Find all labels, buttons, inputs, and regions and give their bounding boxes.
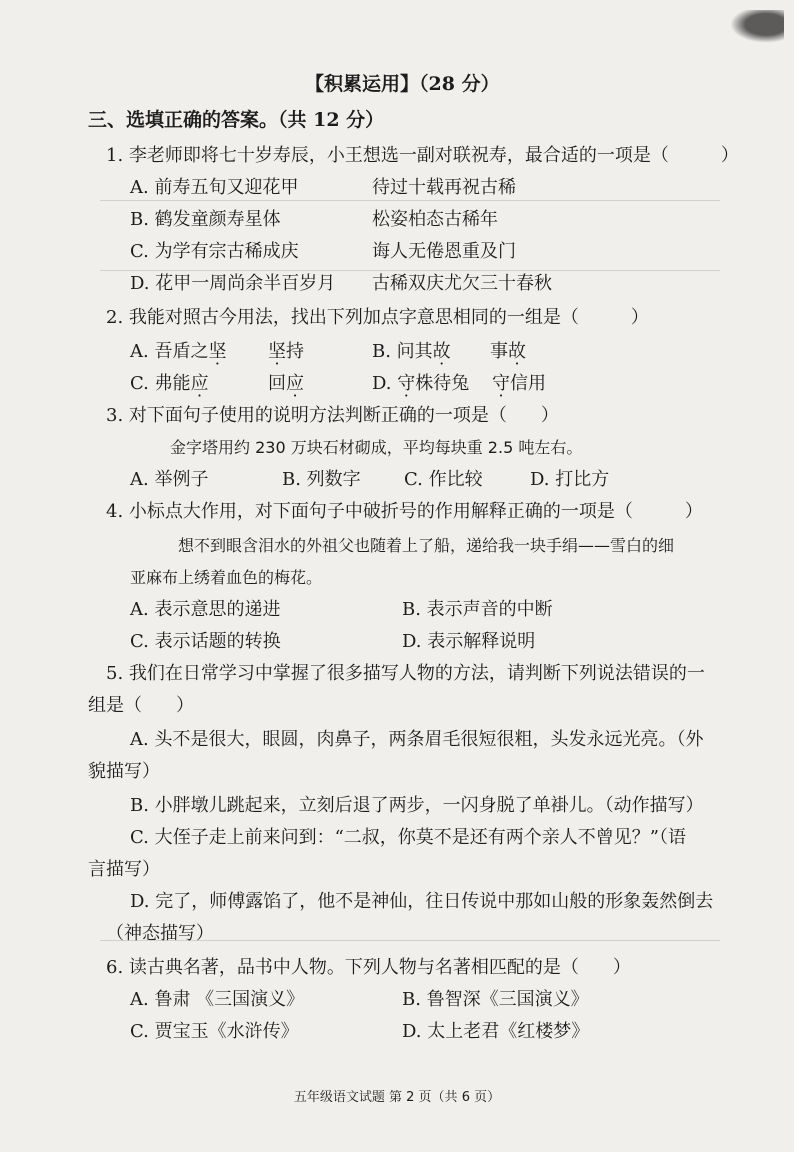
- q6-close-paren: ）: [612, 957, 631, 978]
- q4-close-paren: ）: [684, 501, 703, 522]
- q2-option-a-right: [268, 340, 304, 364]
- q1-option-b: B. 鹤发童颜寿星体: [130, 209, 281, 230]
- bleed-rule: [100, 270, 720, 271]
- q1-option-c: C. 为学有宗古稀成庆: [130, 241, 299, 262]
- q3-option-d: D. 打比方: [530, 469, 610, 490]
- q2-b-dotted-2: 故: [508, 341, 526, 362]
- q2-d-dotted: 守: [397, 373, 416, 394]
- q6-option-a: A. 鲁肃 《三国演义》: [130, 989, 305, 1010]
- q5-stem-text: 组是（: [88, 695, 142, 716]
- q1-option-a: A. 前寿五旬又迎花甲: [130, 177, 299, 198]
- q4-option-b: B. 表示声音的中断: [402, 599, 553, 620]
- q1-option-c-right: 诲人无倦恩重及门: [372, 241, 516, 262]
- q5-option-a-line-1: A. 头不是很大，眼圆，肉鼻子，两条眉毛很短很粗，头发永远光亮。（外: [130, 729, 704, 750]
- q1-option-a-right: 待过十载再祝古稀: [372, 177, 516, 198]
- q2-option-b-right: [490, 340, 526, 364]
- q1-option-b-right: 松姿柏态古稀年: [372, 209, 498, 230]
- page-footer: 五年级语文试题 第 2 页（共 6 页）: [293, 1090, 501, 1105]
- q1-stem-text: 1. 李老师即将七十岁寿辰，小王想选一副对联祝寿，最合适的一项是（: [106, 145, 669, 166]
- q2-option-d: [372, 372, 469, 396]
- q3-quote: 金字塔用约 230 万块石材砌成，平均每块重 2.5 吨左右。: [170, 438, 583, 457]
- q4-stem-text: 4. 小标点大作用，对下面句子中破折号的作用解释正确的一项是（: [106, 501, 633, 522]
- q3-option-a: A. 举例子: [130, 469, 209, 490]
- q2-c-dotted-2: 应: [286, 373, 304, 394]
- q4-option-d: D. 表示解释说明: [402, 631, 536, 652]
- q2-c-left: C. 弗能: [130, 373, 191, 394]
- q4-stem: [106, 500, 703, 524]
- scan-smudge: [724, 10, 784, 46]
- q6-option-b: B. 鲁智深《三国演义》: [402, 989, 589, 1010]
- q3-option-c: C. 作比较: [404, 469, 483, 490]
- q2-stem-text: 2. 我能对照古今用法，找出下列加点字意思相同的一组是（: [106, 307, 579, 328]
- q5-option-d-line-2: （神态描写）: [106, 923, 214, 944]
- q4-option-c: C. 表示话题的转换: [130, 631, 281, 652]
- q6-option-c: C. 贾宝玉《水浒传》: [130, 1021, 299, 1042]
- q3-close-paren: ）: [540, 405, 559, 426]
- q3-option-b: B. 列数字: [282, 469, 361, 490]
- q2-close-paren: ）: [630, 307, 649, 328]
- q3-stem-text: 3. 对下面句子使用的说明方法判断正确的一项是（: [106, 405, 507, 426]
- q5-option-c-line-2: 言描写）: [88, 859, 160, 880]
- q2-a-left: A. 吾盾之: [130, 341, 209, 362]
- q2-option-d-right: [492, 372, 546, 396]
- q1-stem: [106, 144, 739, 168]
- q5-option-c-line-1: C. 大侄子走上前来问到：“二叔，你莫不是还有两个亲人不曾见？”（语: [130, 827, 686, 848]
- q2-option-a: [130, 340, 226, 364]
- q1-option-d-right: 古稀双庆尤欠三十春秋: [372, 273, 552, 294]
- q3-stem: [106, 404, 559, 428]
- q2-a-dotted: 坚: [208, 341, 227, 362]
- q6-stem-text: 6. 读古典名著，品书中人物。下列人物与名著相匹配的是（: [106, 957, 579, 978]
- section-heading: [305, 72, 500, 96]
- q2-d-right: 信用: [510, 373, 546, 394]
- q4-quote-line-1: 想不到眼含泪水的外祖父也随着上了船，递给我一块手绢——雪白的细: [178, 536, 675, 555]
- q5-stem-line-1: 5. 我们在日常学习中掌握了很多描写人物的方法，请判断下列说法错误的一: [106, 663, 705, 684]
- q5-close-paren: ）: [176, 695, 194, 716]
- q2-d-left: 株待兔: [415, 373, 470, 394]
- q2-a-dotted-2: 坚: [268, 341, 286, 362]
- q2-option-c-right: [268, 372, 304, 396]
- q2-option-b: [372, 340, 451, 364]
- q5-option-a-line-2: 貌描写）: [88, 761, 160, 782]
- q2-d-dotted-2: 守: [492, 373, 510, 394]
- q4-option-a: A. 表示意思的递进: [130, 599, 281, 620]
- part-three-title: 三、选填正确的答案。（共 12 分）: [88, 109, 385, 131]
- q5-stem-line-2: [88, 694, 194, 718]
- q5-option-d-line-1: D. 完了，师傅露馅了，他不是神仙，往日传说中那如山般的形象轰然倒去: [130, 891, 714, 912]
- q5-option-b: B. 小胖墩儿跳起来，立刻后退了两步，一闪身脱了单褂儿。（动作描写）: [130, 795, 704, 816]
- q2-b-dotted: 故: [432, 341, 451, 362]
- q6-option-d: D. 太上老君《红楼梦》: [402, 1021, 590, 1042]
- bleed-rule: [100, 200, 720, 201]
- q2-option-c: [130, 372, 209, 396]
- q2-c-dotted: 应: [190, 373, 209, 394]
- q2-stem: [106, 306, 649, 330]
- q1-close-paren: ）: [720, 145, 739, 166]
- q1-option-d: D. 花甲一周尚余半百岁月: [130, 273, 336, 294]
- q2-d-label: D.: [372, 373, 398, 394]
- q4-quote-line-2: 亚麻布上绣着血色的梅花。: [130, 568, 323, 587]
- section-score: （28 分）: [419, 73, 500, 95]
- q2-b-right: 事: [490, 341, 508, 362]
- q2-a-right: 持: [286, 341, 304, 362]
- q2-b-left: B. 问其: [372, 341, 433, 362]
- section-title: 【积累运用】: [305, 73, 420, 95]
- q6-stem: [106, 956, 631, 980]
- q2-c-right: 回: [268, 373, 286, 394]
